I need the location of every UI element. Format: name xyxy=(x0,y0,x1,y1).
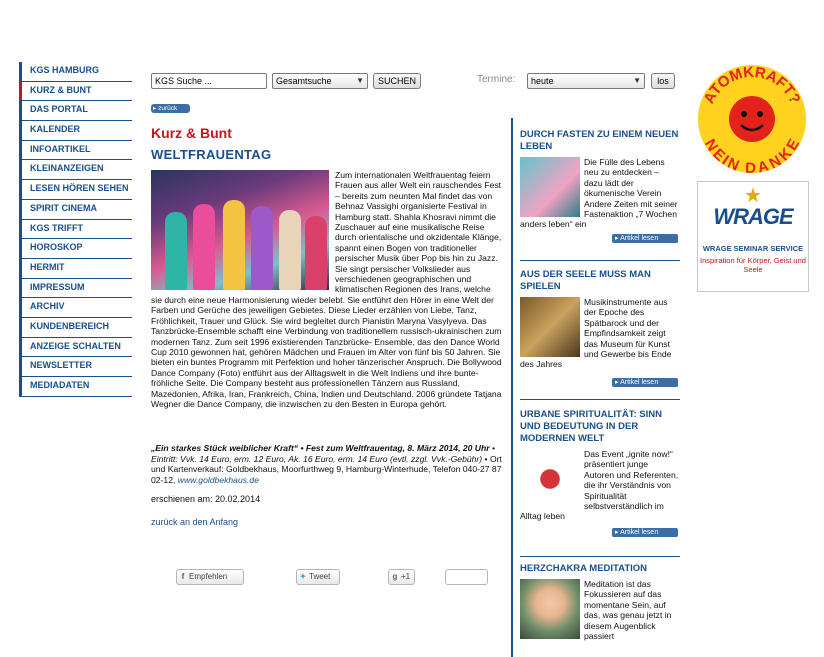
main-navigation xyxy=(19,62,132,397)
nav-item-infoartikel[interactable]: INFOARTIKEL xyxy=(19,141,132,161)
rubric-heading: Kurz & Bunt xyxy=(151,125,232,141)
read-more-button[interactable] xyxy=(612,378,678,387)
twitter-share-label: Tweet xyxy=(309,572,331,581)
read-more-label: Artikel lesen xyxy=(620,234,659,242)
teaser-title[interactable]: HERZCHAKRA MEDITATION xyxy=(520,563,648,574)
gplus-share-button[interactable] xyxy=(388,569,415,585)
arrow-right-icon: ▸ xyxy=(615,234,619,242)
article xyxy=(151,125,503,527)
read-more-button[interactable] xyxy=(612,234,678,243)
event-title: „Ein starkes Stück weiblicher Kraft“ • Fest zum Weltfrauentag, 8. März 2014, 20 Uhr xyxy=(151,443,490,454)
teaser-separator xyxy=(520,260,680,261)
nav-item-kleinanzeigen[interactable]: KLEINANZEIGEN xyxy=(19,160,132,180)
star-icon: ★ xyxy=(744,185,762,207)
gplus-share-label: +1 xyxy=(401,572,411,581)
termine-go-button[interactable]: los xyxy=(651,73,675,89)
event-venue: • Ort und Kartenverkauf: Goldbekhaus, Moorfurthweg 9, Hamburg-Winterhude, Telefon 040-27 87 02-12, xyxy=(151,453,502,485)
teaser-title[interactable]: URBANE SPIRITUALITÄT: SINN UND BEDEUTUNG IN DER MODERNEN WELT xyxy=(520,409,662,444)
nav-item-horoskop[interactable]: HOROSKOP xyxy=(19,239,132,259)
search-scope-value: Gesamtsuche xyxy=(276,76,332,86)
wrage-ad[interactable] xyxy=(697,181,809,292)
teaser-thumbnail[interactable] xyxy=(520,579,580,639)
teaser-thumbnail[interactable] xyxy=(520,449,580,509)
nav-item-mediadaten[interactable]: MEDIADATEN xyxy=(19,377,132,397)
facebook-icon: f xyxy=(181,572,185,581)
termine-select[interactable] xyxy=(527,73,645,89)
nav-item-spirit-cinema[interactable]: SPIRIT CINEMA xyxy=(19,200,132,220)
article-body: Zum internationalen Weltfrauentag feiern Frauen aus aller Welt ein rauschendes Fest – bereits zum neunten Mal findet das von Behnaz Vassighi organisierte Festival in Hamburg statt. Shahla Khosravi nimmt die Zuschauer auf eine musikalische Reise durch orientalische und okzidentale Klänge, spannt einen Bogen von traditioneller persischer Musik über Pop bis hin zu Jazz. Sie singt persischer Volkslieder aus verschiedenen geographischen und klimatischen Regionen des Irans, welche sie durch eine neue Harmonisierung wieder belebt. Sie entführt den Hörer in eine Welt der Farben und Gerüche des jeweiligen Gebietes. Diese Lieder erzählen von Liebe, Tanz, Fröhlichkeit, Trauer und Glück. Sie wird begleitet durch Pianistin Maryna Vasylyeva. Das Tanzbrücke-Ensemble schafft eine Verbindung von traditionellem russisch-ukrainischen zum modernen Tanz. Zum seit 1996 existierenden Tanzbrücke- Ensemble, das den Dance World Cup 2010 gewonnen hat, gehören Mädchen und Frauen im Alter von fünf bis 50 Jahren. Sie bieten ein buntes Programm mit Perfektion und hoher tänzerischer Anspruch. Die Bollywood Dance Company (Foto) entführt aus der Alltagswelt in die Welt Indiens und ihre bunte-fröhliche Seite. Die Company besteht aus professionellen Tänzern aus Russland, Mazedonien, Afrika, Iran, Frankreich, China, Indien und Deutschland. 2006 gründete Tatjana Wegner die Dance Company, die inzwischen zu den Besten in Europa gehört. xyxy=(151,170,502,409)
event-info xyxy=(151,443,503,485)
nav-item-kalender[interactable]: KALENDER xyxy=(19,121,132,141)
twitter-icon: ✦ xyxy=(299,572,307,581)
wrage-logo: WRAGE xyxy=(713,204,793,229)
nav-item-kundenbereich[interactable]: KUNDENBEREICH xyxy=(19,318,132,338)
dancer-figure xyxy=(279,210,301,290)
termine-value: heute xyxy=(531,76,554,86)
search-bar xyxy=(151,73,679,90)
nav-item-lesen-hoeren-sehen[interactable]: LESEN HÖREN SEHEN xyxy=(19,180,132,200)
nav-item-hermit[interactable]: HERMIT xyxy=(19,259,132,279)
teaser-seele xyxy=(520,269,680,387)
back-button-label: zurück xyxy=(158,105,178,112)
read-more-label: Artikel lesen xyxy=(620,528,659,536)
column-divider xyxy=(511,118,513,657)
share-counter-box[interactable] xyxy=(445,569,488,585)
read-more-button[interactable] xyxy=(612,528,678,537)
teaser-title[interactable]: DURCH FASTEN ZU EINEM NEUEN LEBEN xyxy=(520,129,679,152)
search-scope-select[interactable] xyxy=(272,73,368,89)
atomkraft-top-text: ATOMKRAFT? xyxy=(700,63,804,107)
event-entry: • Eintritt: Vvk. 14 Euro, erm. 12 Euro, Ak. 16 Euro, erm. 14 Euro (evtl. zzgl. Vvk.-Gebühr) xyxy=(151,443,495,464)
wrage-service-name: WRAGE SEMINAR SERVICE xyxy=(702,244,804,253)
teaser-spiritualitaet xyxy=(520,409,680,537)
arrow-right-icon: ▸ xyxy=(153,105,157,112)
nav-item-das-portal[interactable]: DAS PORTAL xyxy=(19,101,132,121)
teaser-separator xyxy=(520,399,680,400)
read-more-label: Artikel lesen xyxy=(620,378,659,386)
dancer-figure xyxy=(251,206,273,290)
wrage-slogan: Inspiration für Körper, Geist und Seele xyxy=(700,256,806,274)
dancer-figure xyxy=(193,204,215,290)
nav-item-archiv[interactable]: ARCHIV xyxy=(19,298,132,318)
nav-item-kgs-hamburg[interactable]: KGS HAMBURG xyxy=(19,62,132,82)
dancer-figure xyxy=(165,212,187,290)
teaser-herzchakra xyxy=(520,563,680,641)
back-button[interactable] xyxy=(151,104,190,113)
search-button[interactable]: SUCHEN xyxy=(373,73,421,89)
termine-label: Termine: xyxy=(477,74,516,85)
article-title: WELTFRAUENTAG xyxy=(151,147,272,162)
article-photo xyxy=(151,170,329,290)
facebook-share-label: Empfehlen xyxy=(189,572,228,581)
nav-item-anzeige-schalten[interactable]: ANZEIGE SCHALTEN xyxy=(19,338,132,358)
atomkraft-bottom-text: NEIN DANKE xyxy=(701,136,803,175)
facebook-share-button[interactable] xyxy=(176,569,244,585)
back-to-top-link[interactable]: zurück an den Anfang xyxy=(151,516,239,527)
published-date: erschienen am: 20.02.2014 xyxy=(151,493,261,504)
dancer-figure xyxy=(305,216,327,290)
teaser-text: Die Fülle des Lebens neu zu entdecken – dazu lädt der ökumenische Verein Andere Zeiten mit seiner Fastenaktion „7 Wochen anders leben“ ein xyxy=(520,157,678,230)
teaser-text: Musikinstrumente aus der Epoche des Spätbarock und der Empfindsamkeit zeigt das Museum für Kunst und Gewerbe bis Ende des Jahres xyxy=(520,297,672,370)
nav-item-newsletter[interactable]: NEWSLETTER xyxy=(19,357,132,377)
teaser-text: Das Event „ignite now!“ präsentiert junge Autoren und Referenten, die ihr Verständnis von Spiritualität selbstverständlich im Alltag leben xyxy=(520,449,679,522)
atomkraft-sun-icon xyxy=(696,63,808,175)
dancer-figure xyxy=(223,200,245,290)
atomkraft-ad[interactable] xyxy=(696,63,808,175)
gplus-icon: g xyxy=(392,572,398,581)
twitter-share-button[interactable] xyxy=(296,569,340,585)
teaser-thumbnail[interactable] xyxy=(520,297,580,357)
nav-item-kgs-trifft[interactable]: KGS TRIFFT xyxy=(19,220,132,240)
arrow-right-icon: ▸ xyxy=(615,528,619,536)
nav-item-kurz-bunt[interactable]: KURZ & BUNT xyxy=(19,82,132,102)
arrow-right-icon: ▸ xyxy=(615,378,619,386)
chevron-down-icon: ▼ xyxy=(633,76,641,85)
nav-item-impressum[interactable]: IMPRESSUM xyxy=(19,279,132,299)
teaser-fasten xyxy=(520,129,680,243)
teaser-separator xyxy=(520,556,680,557)
search-input[interactable]: KGS Suche ... xyxy=(151,73,267,89)
chevron-down-icon: ▼ xyxy=(356,76,364,85)
teaser-title[interactable]: AUS DER SEELE MUSS MAN SPIELEN xyxy=(520,269,651,292)
teaser-thumbnail[interactable] xyxy=(520,157,580,217)
venue-link[interactable]: www.goldbekhaus.de xyxy=(177,474,259,485)
teaser-text: Meditation ist das Fokussieren auf das momentane Sein, auf das, was genau jetzt in diesem Augenblick passiert xyxy=(584,579,672,642)
